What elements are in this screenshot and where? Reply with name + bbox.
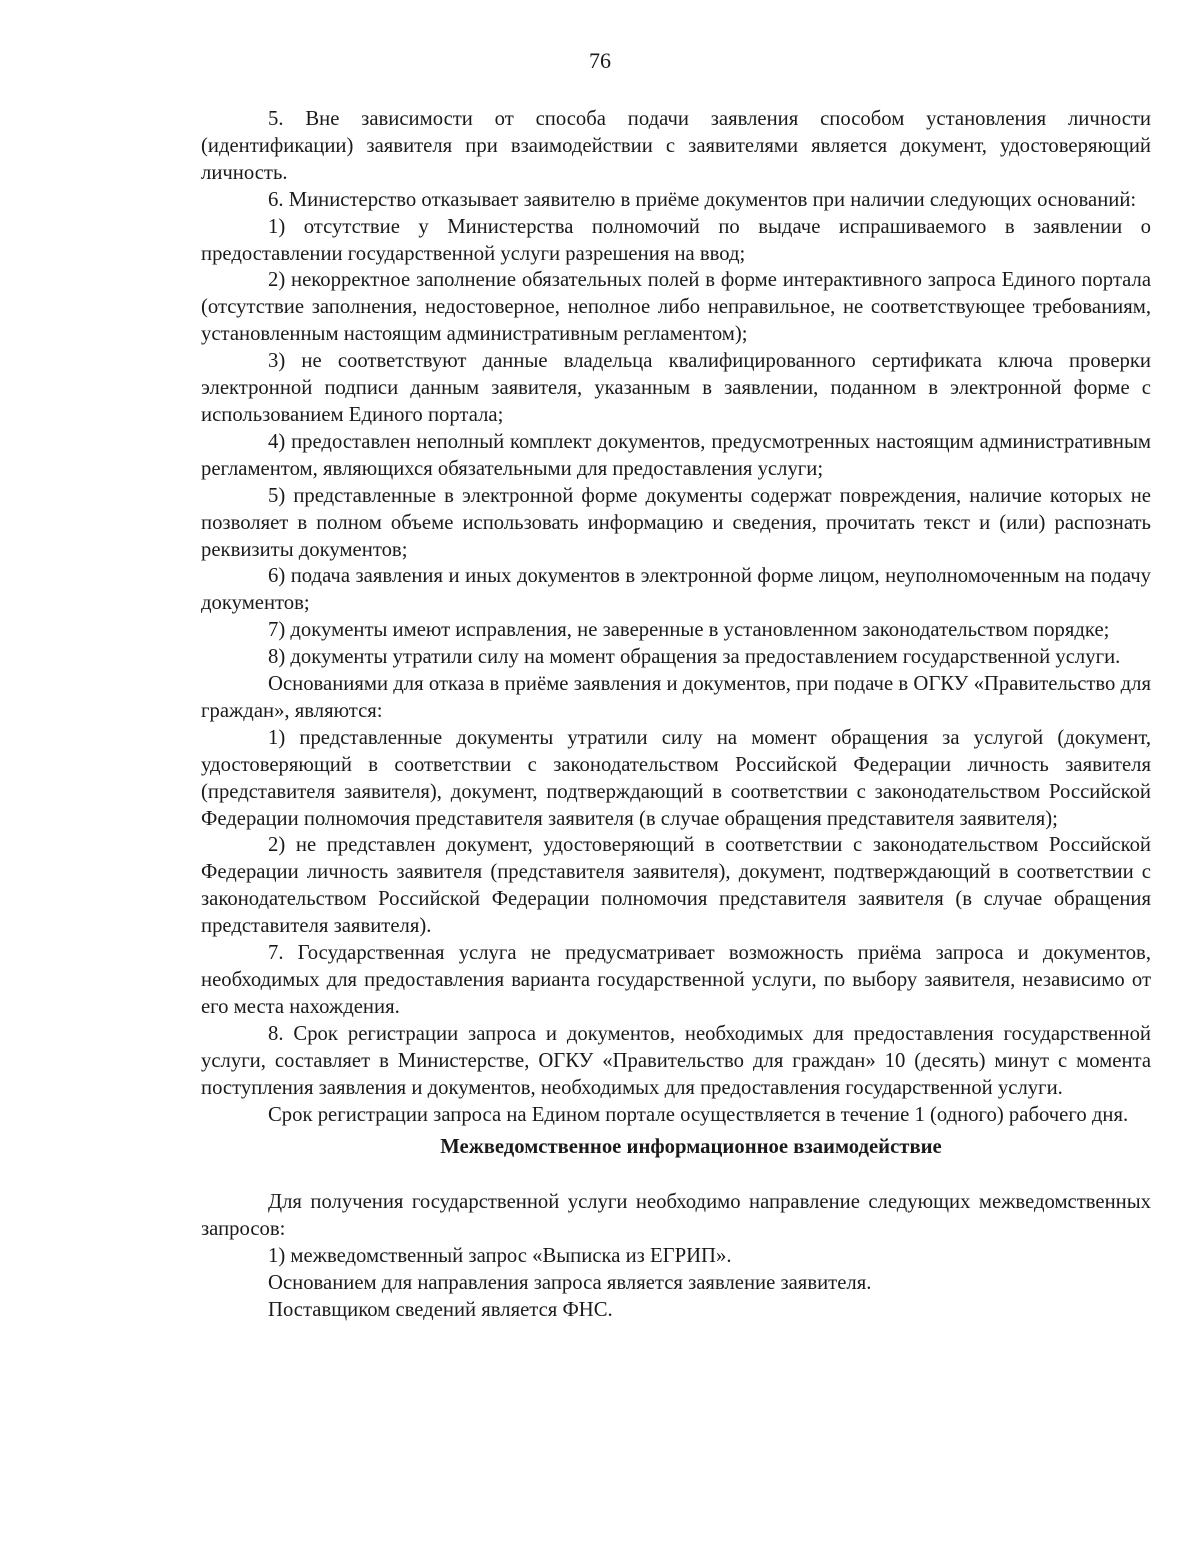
page-number: 76 (589, 48, 611, 73)
list-item: 7) документы имеют исправления, не заверенные в установленном законодательством порядке; (268, 619, 1110, 642)
paragraph: Для получения государственной услуги необходимо направление следующих межведомственных запросов: (201, 1191, 1151, 1241)
paragraph: Срок регистрации запроса на Едином портале осуществляется в течение 1 (одного) рабочего дня. (268, 1103, 1129, 1126)
list-item: 6) подача заявления и иных документов в электронной форме лицом, неуполномоченным на подачу документов; (201, 565, 1151, 615)
paragraph: 5. Вне зависимости от способа подачи заявления способом установления личности (идентификации) заявителя при взаимодействии с заявителями является документ, удостоверяющий личность. (201, 108, 1151, 184)
section-heading: Межведомственное информационное взаимодействие (440, 1136, 942, 1159)
document-body (201, 106, 1151, 1324)
list-item: 1) межведомственный запрос «Выписка из ЕГРИП». (268, 1245, 732, 1268)
list-item: 2) не представлен документ, удостоверяющий в соответствии с законодательством Российской Федерации личность заявителя (представителя заявителя), документ, подтверждающий в соответствии с законодательством Российской Федерации полномочия представителя заявителя (в случае обращения представителя заявителя). (201, 834, 1151, 938)
paragraph: 8. Срок регистрации запроса и документов, необходимых для предоставления государственной услуги, составляет в Министерстве, ОГКУ «Правительство для граждан» 10 (десять) минут с момента поступления заявления и документов, необходимых для предоставления государственной услуги. (201, 1022, 1151, 1099)
list-item: 4) предоставлен неполный комплект документов, предусмотренных настоящим административным регламентом, являющихся обязательными для предоставления услуги; (201, 430, 1151, 480)
list-item: 1) отсутствие у Министерства полномочий по выдаче испрашиваемого в заявлении о предоставлении государственной услуги разрешения на ввод; (201, 215, 1151, 265)
paragraph: Основаниями для отказа в приёме заявления и документов, при подаче в ОГКУ «Правительство для граждан», являются: (201, 673, 1151, 722)
list-item: 1) представленные документы утратили силу на момент обращения за услугой (документ, удостоверяющий в соответствии с законодательством Российской Федерации личность заявителя (представителя заявителя), документ, подтверждающий в соответствии с законодательством Российской Федерации полномочия представителя заявителя (в случае обращения представителя заявителя); (201, 726, 1151, 830)
list-item: 3) не соответствуют данные владельца квалифицированного сертификата ключа проверки электронной подписи данным заявителя, указанным в заявлении, поданном в электронной форме с использованием Единого портала; (201, 350, 1151, 426)
list-item: 5) представленные в электронной форме документы содержат повреждения, наличие которых не позволяет в полном объеме использовать информацию и сведения, прочитать текст и (или) распознать реквизиты документов; (201, 484, 1151, 561)
paragraph: Поставщиком сведений является ФНС. (268, 1298, 613, 1321)
paragraph: Основанием для направления запроса является заявление заявителя. (268, 1272, 872, 1295)
paragraph: 7. Государственная услуга не предусматривает возможность приёма запроса и документов, необходимых для предоставления варианта государственной услуги, по выбору заявителя, независимо от его места нахождения. (201, 942, 1151, 1018)
paragraph: 6. Министерство отказывает заявителю в приёме документов при наличии следующих оснований: (268, 188, 1137, 211)
list-item: 2) некорректное заполнение обязательных полей в форме интерактивного запроса Единого портала (отсутствие заполнения, недостоверное, неполное либо неправильное, не соответствующее требованиям, установленным настоящим административным регламентом); (201, 269, 1151, 346)
list-item: 8) документы утратили силу на момент обращения за предоставлением государственной услуги. (268, 646, 1121, 669)
